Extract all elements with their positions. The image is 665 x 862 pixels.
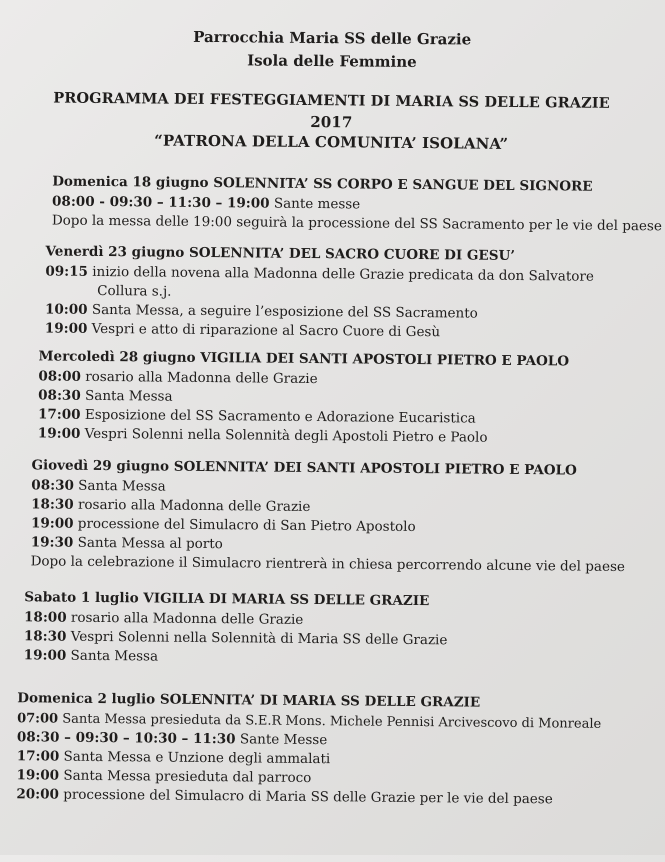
section-june-18 bbox=[52, 172, 665, 237]
item-text: Santa Messa presieduta da S.E.R Mons. Michele Pennisi Arcivescovo di Monreale bbox=[62, 711, 602, 732]
item-text: Esposizione del SS Sacramento e Adorazione Eucaristica bbox=[84, 406, 476, 427]
item-text: Santa Messa, a seguire l’esposizione del SS Sacramento bbox=[91, 301, 478, 322]
item-text: Santa Messa bbox=[78, 477, 166, 495]
item-time: 19:00 bbox=[16, 767, 60, 784]
item-text: processione del Simulacro di Maria SS delle Grazie per le vie del paese bbox=[63, 786, 553, 808]
item-time: 19:00 bbox=[37, 425, 81, 442]
section-heading: SOLENNITA’ SS CORPO E SANGUE DEL SIGNORE bbox=[213, 175, 593, 195]
item-text: rosario alla Madonna delle Grazie bbox=[70, 609, 304, 628]
section-june-29 bbox=[31, 455, 665, 577]
section-day: Mercoledì 28 giugno bbox=[38, 348, 196, 366]
program-title: PROGRAMMA DEI FESTEGGIAMENTI DI MARIA SS DELLE GRAZIE bbox=[53, 89, 610, 112]
item-text: Vespri Solenni nella Solennità degli Apostoli Pietro e Paolo bbox=[84, 425, 488, 446]
parish-name: Parrocchia Maria SS delle Grazie bbox=[193, 27, 472, 49]
item-time: 08:30 bbox=[31, 477, 74, 494]
item-text: Vespri Solenni nella Solennità di Maria SS delle Grazie bbox=[70, 628, 448, 649]
section-heading: SOLENNITA’ DEI SANTI APOSTOLI PIETRO E PAOLO bbox=[173, 458, 577, 479]
item-time: 08:30 – 09:30 – 10:30 – 11:30 bbox=[16, 729, 236, 748]
item-text: Santa Messa bbox=[70, 647, 159, 665]
item-time: 19:00 bbox=[23, 647, 67, 664]
section-note: Dopo la messa delle 19:00 seguirà la processione del SS Sacramento per le vie del paese bbox=[51, 212, 662, 235]
item-text: Sante messe bbox=[273, 195, 361, 213]
item-text: Sante Messe bbox=[239, 731, 328, 749]
section-note: Dopo la celebrazione il Simulacro rientrerà in chiesa percorrendo alcune vie del paese bbox=[30, 553, 625, 576]
item-time: 18:30 bbox=[23, 628, 67, 645]
program-subtitle: “PATRONA DELLA COMUNITA’ ISOLANA” bbox=[154, 131, 509, 153]
section-day: Domenica 18 giugno bbox=[52, 173, 209, 192]
program-year: 2017 bbox=[310, 112, 353, 132]
item-time: 07:00 bbox=[17, 711, 59, 727]
section-june-23 bbox=[45, 241, 665, 344]
item-time: 19:00 bbox=[44, 320, 88, 337]
section-july-1 bbox=[24, 587, 665, 671]
parish-location: Isola delle Femmine bbox=[247, 51, 417, 72]
section-july-2 bbox=[16, 688, 657, 810]
item-time: 19:00 bbox=[30, 515, 74, 532]
item-text: rosario alla Madonna delle Grazie bbox=[85, 368, 318, 388]
item-text: Vespri e atto di riparazione al Sacro Cuore di Gesù bbox=[91, 320, 441, 341]
item-time: 10:00 bbox=[44, 301, 88, 318]
item-time: 18:30 bbox=[31, 496, 74, 513]
item-text: Santa Messa bbox=[84, 387, 173, 405]
item-text: processione del Simulacro di San Pietro Apostolo bbox=[77, 515, 416, 536]
item-time: 17:00 bbox=[16, 748, 60, 765]
item-text: Santa Messa e Unzione degli ammalati bbox=[63, 748, 331, 768]
item-text: rosario alla Madonna delle Grazie bbox=[77, 496, 311, 516]
item-time: 08:30 bbox=[38, 387, 81, 404]
item-time: 08:00 - 09:30 – 11:30 – 19:00 bbox=[51, 193, 270, 212]
item-text: Santa Messa al porto bbox=[77, 534, 223, 553]
section-heading: VIGILIA DEI SANTI APOSTOLI PIETRO E PAOLO bbox=[200, 349, 570, 370]
section-heading: SOLENNITA’ DEL SACRO CUORE DI GESU’ bbox=[188, 244, 516, 264]
item-text: inizio della novena alla Madonna delle Grazie predicata da don Salvatore bbox=[92, 263, 594, 285]
section-heading: VIGILIA DI MARIA SS DELLE GRAZIE bbox=[143, 590, 430, 610]
item-time: 09:15 bbox=[45, 263, 89, 280]
item-time: 18:00 bbox=[23, 609, 67, 626]
item-time: 20:00 bbox=[16, 786, 60, 803]
section-day: Giovedì 29 giugno bbox=[31, 457, 170, 475]
section-day: Domenica 2 luglio bbox=[17, 690, 156, 708]
section-day: Sabato 1 luglio bbox=[24, 589, 139, 607]
item-time: 17:00 bbox=[37, 406, 81, 423]
item-time: 08:00 bbox=[38, 368, 82, 385]
section-june-28 bbox=[38, 346, 665, 449]
item-text: Santa Messa presieduta dal parroco bbox=[63, 767, 312, 787]
section-day: Venerdì 23 giugno bbox=[45, 243, 185, 261]
section-heading: SOLENNITA’ DI MARIA SS DELLE GRAZIE bbox=[159, 691, 481, 711]
item-text: Collura s.j. bbox=[97, 282, 172, 300]
item-time: 19:30 bbox=[30, 534, 74, 551]
